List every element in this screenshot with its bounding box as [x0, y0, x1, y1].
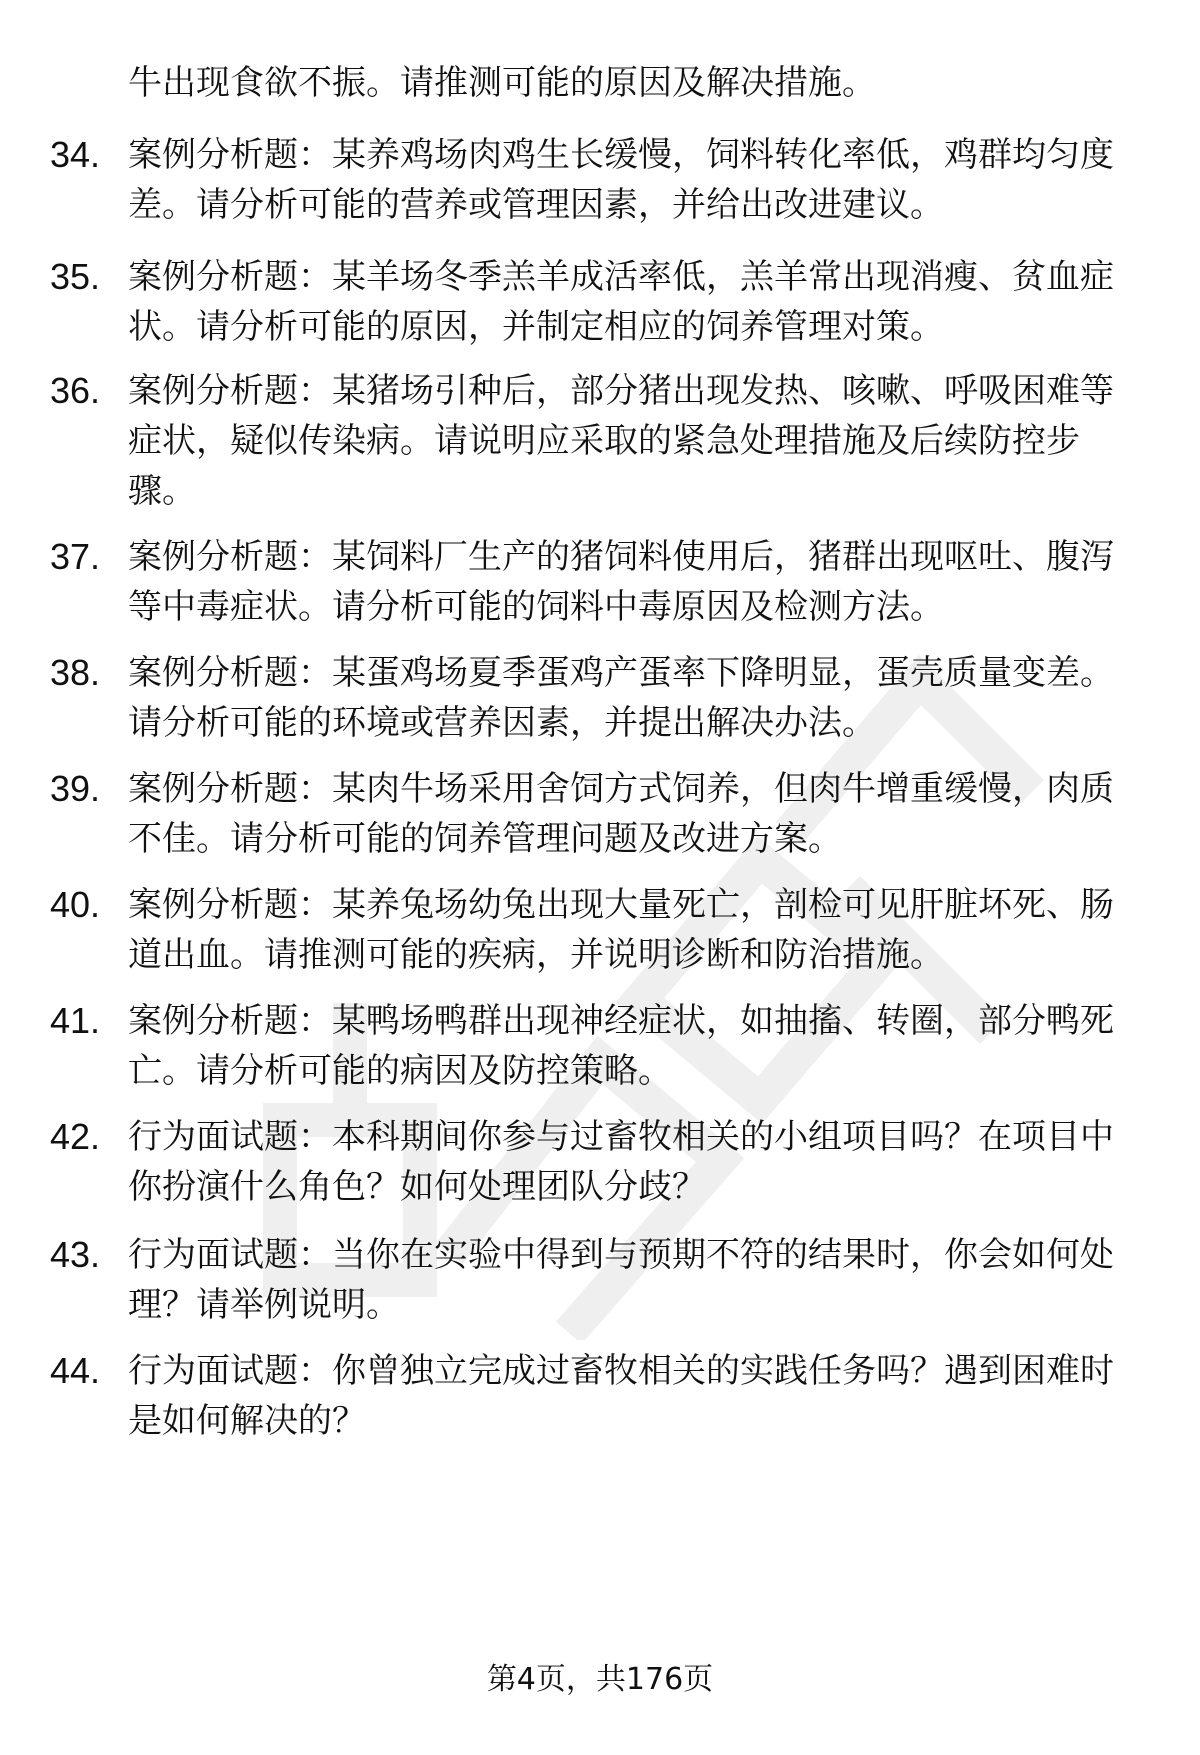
question-39	[50, 764, 1140, 864]
question-44	[50, 1346, 1140, 1446]
question-text: 案例分析题：某养兔场幼兔出现大量死亡，剖检可见肝脏坏死、肠道出血。请推测可能的疾病，并说明诊断和防治措施。	[128, 885, 1114, 975]
question-number: 39.	[50, 768, 101, 809]
question-43	[50, 1230, 1140, 1330]
question-36	[50, 366, 1140, 516]
question-text: 案例分析题：某养鸡场肉鸡生长缓慢，饲料转化率低，鸡群均匀度差。请分析可能的营养或管理因素，并给出改进建议。	[128, 135, 1114, 225]
question-number: 37.	[50, 536, 101, 577]
question-number: 36.	[50, 370, 101, 411]
question-38	[50, 648, 1140, 748]
question-number: 44.	[50, 1350, 101, 1391]
question-text: 案例分析题：某羊场冬季羔羊成活率低，羔羊常出现消瘦、贫血症状。请分析可能的原因，并制定相应的饲养管理对策。	[128, 257, 1114, 347]
question-41	[50, 996, 1140, 1096]
question-number: 38.	[50, 652, 101, 693]
question-text: 行为面试题：当你在实验中得到与预期不符的结果时，你会如何处理？请举例说明。	[128, 1235, 1114, 1325]
question-34	[50, 130, 1140, 230]
page-footer: 第4页，共176页	[486, 1662, 714, 1697]
question-text: 案例分析题：某猪场引种后，部分猪出现发热、咳嗽、呼吸困难等症状，疑似传染病。请说明应采取的紧急处理措施及后续防控步骤。	[128, 371, 1114, 511]
question-number: 43.	[50, 1234, 101, 1275]
question-text: 行为面试题：你曾独立完成过畜牧相关的实践任务吗？遇到困难时是如何解决的？	[128, 1351, 1114, 1441]
question-42	[50, 1112, 1140, 1212]
question-text: 案例分析题：某蛋鸡场夏季蛋鸡产蛋率下降明显，蛋壳质量变差。请分析可能的环境或营养因素，并提出解决办法。	[128, 653, 1114, 743]
question-text: 案例分析题：某鸭场鸭群出现神经症状，如抽搐、转圈，部分鸭死亡。请分析可能的病因及防控策略。	[128, 1001, 1114, 1091]
question-number: 42.	[50, 1116, 101, 1157]
question-number: 34.	[50, 134, 101, 175]
question-text: 行为面试题：本科期间你参与过畜牧相关的小组项目吗？在项目中你扮演什么角色？如何处理团队分歧？	[128, 1117, 1114, 1207]
question-37	[50, 532, 1140, 632]
question-number: 40.	[50, 884, 101, 925]
question-number: 35.	[50, 256, 101, 297]
question-text: 案例分析题：某肉牛场采用舍饲方式饲养，但肉牛增重缓慢，肉质不佳。请分析可能的饲养管理问题及改进方案。	[128, 769, 1114, 859]
question-40	[50, 880, 1140, 980]
continuation-text: 牛出现食欲不振。请推测可能的原因及解决措施。	[128, 63, 876, 103]
question-text: 案例分析题：某饲料厂生产的猪饲料使用后，猪群出现呕吐、腹泻等中毒症状。请分析可能的饲料中毒原因及检测方法。	[128, 537, 1114, 627]
question-35	[50, 252, 1140, 352]
question-number: 41.	[50, 1000, 101, 1041]
